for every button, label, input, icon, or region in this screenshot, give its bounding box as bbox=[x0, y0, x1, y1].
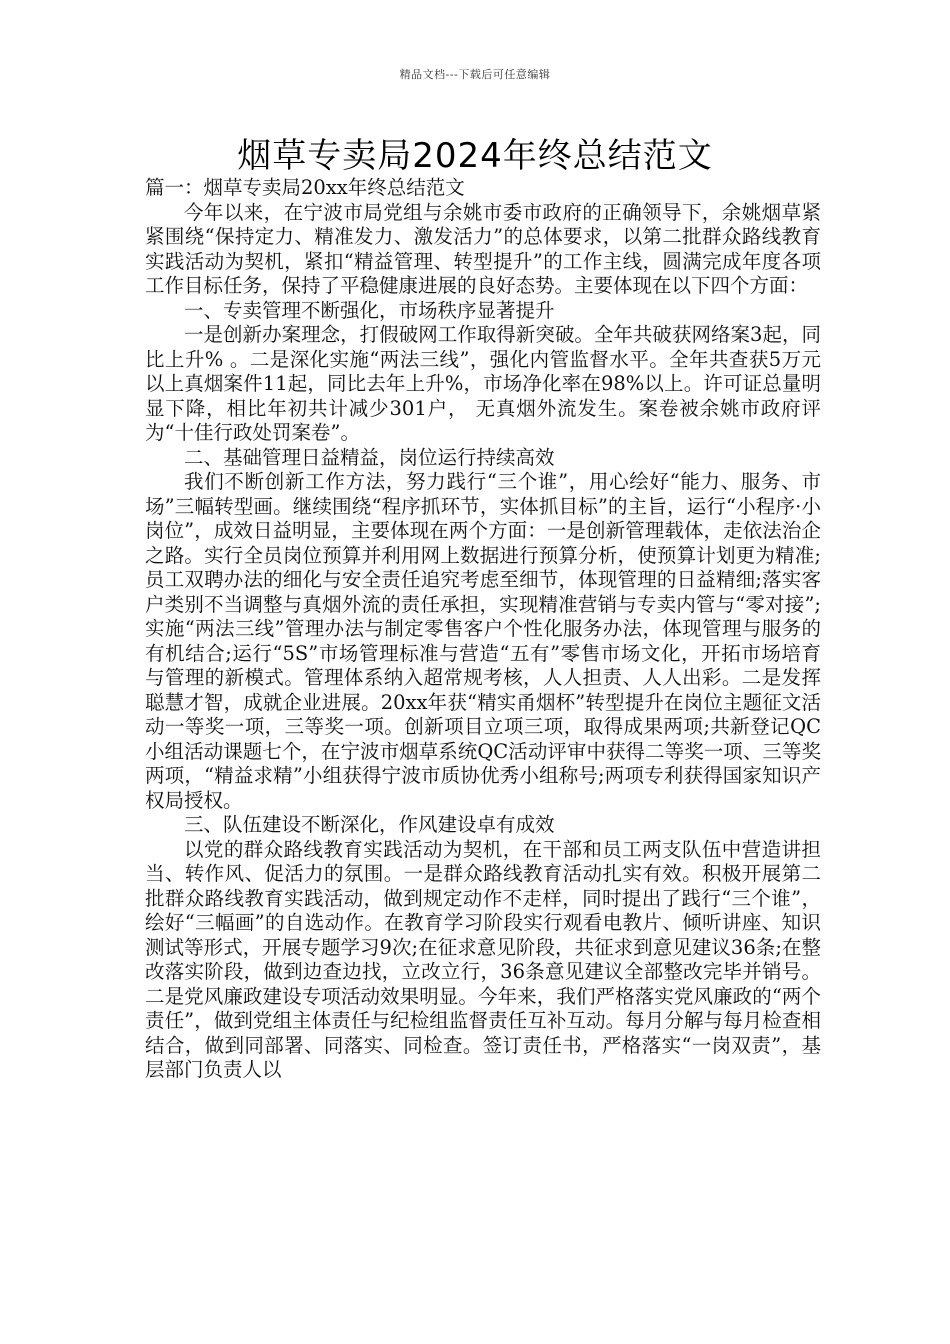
body-paragraph: 今年以来，在宁波市局党组与余姚市委市政府的正确领导下，余姚烟草紧紧围绕“保持定力、精准发力、激发活力”的总体要求，以第二批群众路线教育实践活动为契机，紧扣“精益管理、转型提升”的工作主线，圆满完成年度各项工作目标任务，保持了平稳健康进展的良好态势。主要体现在以下四个方面： bbox=[145, 200, 821, 297]
header-note: 精品文档---下载后可任意编辑 bbox=[399, 68, 551, 81]
document-title: 烟草专卖局2024年终总结范文 bbox=[237, 136, 713, 176]
section-intro-line: 篇一：烟草专卖局20xx年终总结范文 bbox=[145, 176, 465, 199]
document-body bbox=[145, 176, 821, 1083]
body-paragraph: 一是创新办案理念，打假破网工作取得新突破。全年共破获网络案3起，同比上升% 。二是深化实施“两法三线”，强化内管监督水平。全年共查获5万元以上真烟案件11起，同比去年上升%，市场净化率在98%以上。许可证总量明显下降，相比年初共计减少301户， 无真烟外流发生。案卷被余姚市政府评为“十佳行政处罚案卷”。 bbox=[145, 323, 821, 444]
body-paragraph: 我们不断创新工作方法，努力践行“三个谁”，用心绘好“能力、服务、市场”三幅转型画。继续围绕“程序抓环节，实体抓目标”的主旨，运行“小程序·小岗位”，成效日益明显，主要体现在两个方面：一是创新管理载体，走依法治企之路。实行全员岗位预算并利用网上数据进行预算分析，使预算计划更为精准;员工双聘办法的细化与安全责任追究考虑至细节，体现管理的日益精细;落实客户类别不当调整与真烟外流的责任承担，实现精准营销与专卖内管与“零对接”;实施“两法三线”管理办法与制定零售客户个性化服务办法，体现管理与服务的有机结合;运行“5S”市场管理标准与营造“五有”零售市场文化，开拓市场培育与管理的新模式。管理体系纳入超常规考核，人人担责、人人出彩。二是发挥聪慧才智，成就企业进展。20xx年获“精实甬烟杯”转型提升在岗位主题征文活动一等奖一项，三等奖一项。创新项目立项三项，取得成果两项;共新登记QC小组活动课题七个，在宁波市烟草系统QC活动评审中获得二等奖一项、三等奖两项，“精益求精”小组获得宁波市质协优秀小组称号;两项专利获得国家知识产权局授权。 bbox=[145, 470, 821, 812]
section-heading: 三、队伍建设不断深化，作风建设卓有成效 bbox=[184, 813, 555, 836]
section-heading: 二、基础管理日益精益，岗位运行持续高效 bbox=[184, 445, 555, 469]
section-heading: 一、专卖管理不断强化，市场秩序显著提升 bbox=[184, 298, 555, 322]
body-paragraph: 以党的群众路线教育实践活动为契机，在干部和员工两支队伍中营造讲担当、转作风、促活力的氛围。一是群众路线教育活动扎实有效。积极开展第二批群众路线教育实践活动，做到规定动作不走样，同时提出了践行“三个谁”，绘好“三幅画”的自选动作。在教育学习阶段实行观看电教片、倾听讲座、知识测试等形式，开展专题学习9次;在征求意见阶段，共征求到意见建议36条;在整改落实阶段，做到边查边找，立改立行，36条意见建议全部整改完毕并销号。二是党风廉政建设专项活动效果明显。今年来，我们严格落实党风廉政的“两个责任”，做到党组主体责任与纪检组监督责任互补互动。每月分解与每月检查相结合，做到同部署、同落实、同检查。签订责任书，严格落实“一岗双责”，基层部门负责人以 bbox=[145, 837, 821, 1081]
